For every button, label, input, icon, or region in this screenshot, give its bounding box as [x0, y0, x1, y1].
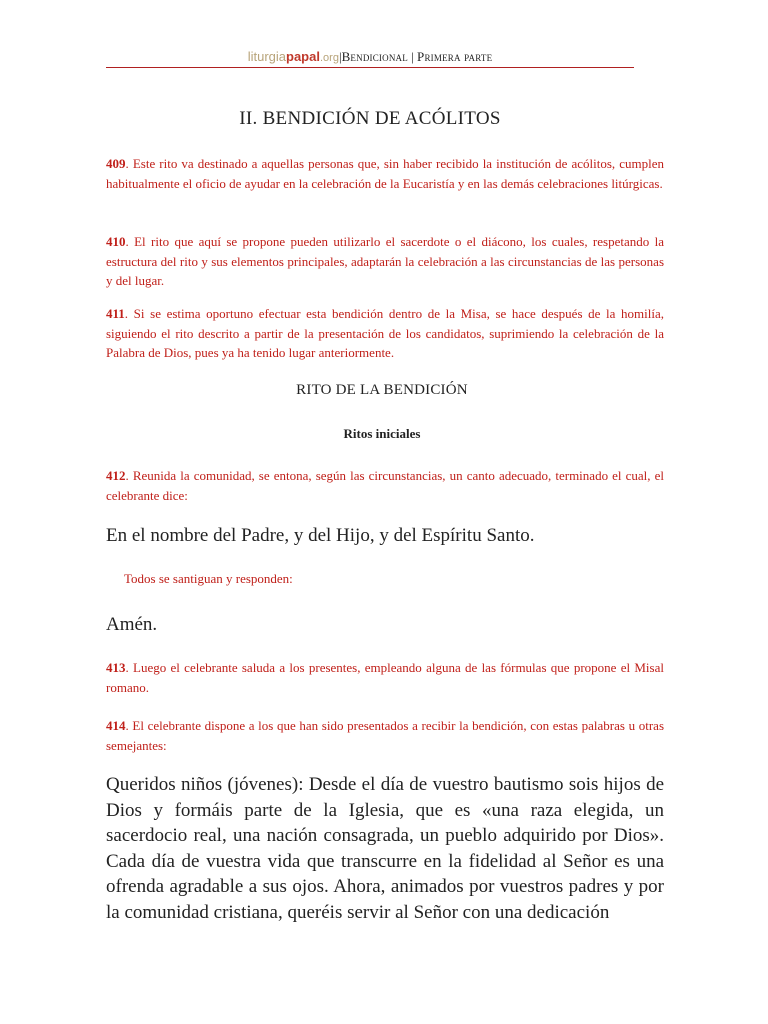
amen-response: Amén. — [106, 614, 158, 635]
paragraph-text: . Si se estima oportuno efectuar esta bendición dentro de la Misa, se hace después de la homilía, siguiendo el rito descrito a partir de la presentación de los candidatos, suprimiendo la celebración de la Palabra de Dios, pues ya ha tenido lugar anteriormente. — [106, 306, 664, 360]
running-header — [106, 48, 634, 67]
paragraph-number: 412 — [106, 468, 126, 483]
header-section: Primera parte — [417, 49, 493, 64]
paragraph-number: 410 — [106, 234, 126, 249]
paragraph-410 — [106, 232, 664, 291]
rite-title: RITO DE LA BENDICIÓN — [296, 382, 468, 398]
paragraph-number: 409 — [106, 156, 126, 171]
response-rubric: Todos se santiguan y responden: — [124, 571, 293, 586]
paragraph-number: 414 — [106, 718, 126, 733]
paragraph-number: 411 — [106, 306, 125, 321]
paragraph-409 — [106, 154, 664, 193]
site-name-part2: papal — [286, 49, 320, 64]
paragraph-text: . El celebrante dispone a los que han sido presentados a recibir la bendición, con estas palabras u otras semejantes: — [106, 718, 664, 753]
paragraph-text: . Reunida la comunidad, se entona, según las circunstancias, un canto adecuado, terminado el cual, el celebrante dice: — [106, 468, 664, 503]
address-text: Queridos niños (jóvenes): Desde el día de vuestro bautismo sois hijos de Dios y formáis parte de la Iglesia, que es «una raza elegida, un sacerdocio real, una nación consagrada, un pueblo adquirido por Dios». Cada día de vuestra vida que transcurre en la fidelidad al Señor es una ofrenda agradable a sus ojos. Ahora, animados por vuestros padres y por la comunidad cristiana, queréis servir al Señor con una dedicación — [106, 774, 664, 923]
paragraph-text: . Luego el celebrante saluda a los presentes, empleando alguna de las fórmulas que propone el Misal romano. — [106, 660, 664, 695]
invocation-text: En el nombre del Padre, y del Hijo, y del Espíritu Santo. — [106, 525, 535, 546]
section-title: II. BENDICIÓN DE ACÓLITOS — [239, 108, 501, 129]
site-name-part1: liturgia — [247, 49, 287, 64]
initial-rites-heading: Ritos iniciales — [343, 426, 421, 441]
paragraph-411 — [106, 304, 664, 363]
header-separator: | — [338, 49, 342, 64]
header-separator-2: | — [411, 49, 414, 64]
site-name-part3: .org — [319, 52, 339, 64]
paragraph-413 — [106, 658, 664, 697]
paragraph-414 — [106, 716, 664, 755]
paragraph-number: 413 — [106, 660, 126, 675]
paragraph-text: . El rito que aquí se propone pueden utilizarlo el sacerdote o el diácono, los cuales, respetando la estructura del rito y sus elementos principales, adaptarán la celebración a las circunstancias de las personas y del lugar. — [106, 234, 664, 288]
paragraph-412 — [106, 466, 664, 505]
header-book: Bendicional — [341, 49, 408, 64]
header-rule — [106, 67, 634, 68]
paragraph-text: . Este rito va destinado a aquellas personas que, sin haber recibido la institución de acólitos, cumplen habitualmente el oficio de ayudar en la celebración de la Eucaristía y en las demás celebraciones litúrgicas. — [106, 156, 664, 191]
